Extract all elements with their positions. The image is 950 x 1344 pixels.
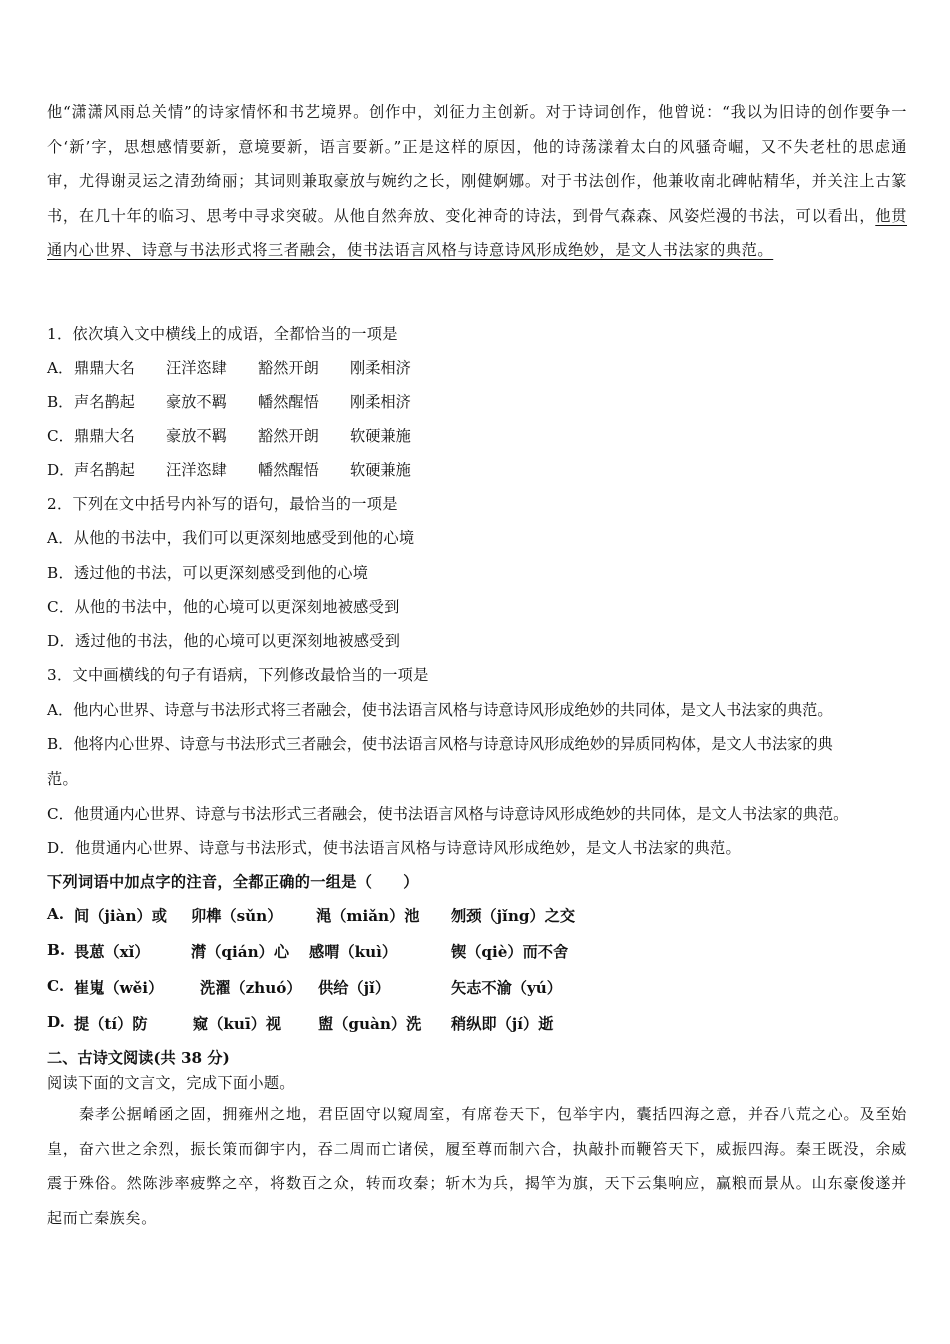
pinyin-item: 盥（guàn）洗: [318, 1015, 422, 1033]
option-word: 豁然开朗: [258, 427, 319, 445]
q3-option-c: C．他贯通内心世界、诗意与书法形式三者融会，使书法语言风格与诗意诗风形成绝妙的共同体，是文人书法家的典范。: [47, 805, 849, 823]
option-letter: B．: [47, 393, 74, 411]
option-word: 声名鹊起: [74, 393, 135, 411]
q2-option-b: B．透过他的书法，可以更深刻感受到他的心境: [47, 564, 369, 582]
q2-option-d: D．透过他的书法，他的心境可以更深刻地被感受到: [47, 632, 401, 650]
pinyin-item: 崔嵬（wěi）: [74, 979, 164, 997]
option-word: 刚柔相济: [350, 359, 411, 377]
option-letter: C.: [47, 977, 65, 995]
section-heading: 二、古诗文阅读(共 38 分): [47, 1049, 230, 1067]
pinyin-item: 刎颈（jǐng）之交: [451, 907, 576, 925]
option-letter: B.: [47, 941, 66, 959]
question-4-stem: 下列词语中加点字的注音，全都正确的一组是（ ）: [47, 873, 419, 891]
pinyin-item: 矢志不渝（yú）: [451, 979, 562, 997]
q2-option-a: A．从他的书法中，我们可以更深刻地感受到他的心境: [47, 529, 415, 547]
q3-option-b: B．他将内心世界、诗意与书法形式三者融会，使书法语言风格与诗意诗风形成绝妙的异质同构体，是文人书法家的典: [47, 735, 833, 753]
passage-paragraph: [47, 95, 907, 268]
pinyin-item: 畏葸（xǐ）: [74, 943, 150, 961]
option-letter: D.: [47, 1013, 65, 1031]
option-word: 幡然醒悟: [258, 461, 319, 479]
option-word: 豪放不羁: [166, 427, 227, 445]
question-1-stem: 1．依次填入文中横线上的成语，全都恰当的一项是: [47, 325, 398, 343]
option-word: 刚柔相济: [350, 393, 411, 411]
pinyin-item: 卯榫（sǔn）: [191, 907, 283, 925]
pinyin-item: 提（tí）防: [74, 1015, 148, 1033]
option-word: 汪洋恣肆: [166, 359, 227, 377]
option-word: 豁然开朗: [258, 359, 319, 377]
pinyin-item: 潸（qián）心: [191, 943, 290, 961]
option-word: 汪洋恣肆: [166, 461, 227, 479]
question-3-stem: 3．文中画横线的句子有语病，下列修改最恰当的一项是: [47, 666, 429, 684]
option-word: 软硬兼施: [350, 461, 411, 479]
q2-option-c: C．从他的书法中，他的心境可以更深刻地被感受到: [47, 598, 400, 616]
pinyin-item: 洗濯（zhuó）: [200, 979, 302, 997]
pinyin-item: 稍纵即（jí）逝: [451, 1015, 554, 1033]
option-word: 豪放不羁: [166, 393, 227, 411]
option-letter: C．: [47, 427, 74, 445]
option-letter: D．: [47, 461, 75, 479]
q3-option-a: A．他内心世界、诗意与书法形式将三者融会，使书法语言风格与诗意诗风形成绝妙的共同体，是文人书法家的典范。: [47, 701, 833, 719]
option-word: 声名鹊起: [74, 461, 135, 479]
option-word: 幡然醒悟: [258, 393, 319, 411]
q1-option-c: [47, 425, 442, 446]
option-word: 软硬兼施: [350, 427, 411, 445]
pinyin-item: 间（jiàn）或: [74, 907, 167, 925]
pinyin-item: 供给（jǐ）: [318, 979, 391, 997]
q1-option-a: [47, 357, 442, 378]
passage-text: 他“潇潇风雨总关情”的诗家情怀和书艺境界。创作中，刘征力主创新。对于诗词创作，他曾说：“我以为旧诗的创作要争一个‘新’字，思想感情要新，意境要新，语言要新。”正是这样的原因，他的诗荡漾着太白的风骚奇崛，又不失老杜的思虑通审，尤得谢灵运之清劲绮丽；其词则兼取豪放与婉约之长，刚健婀娜。对于书法创作，他兼收南北碑帖精华，并关注上古篆书，在几十年的临习、思考中寻求突破。从他自然奔放、变化神奇的诗法，到骨气森森、风姿烂漫的书法，可以看出，: [47, 103, 907, 225]
option-word: 鼎鼎大名: [74, 427, 135, 445]
section-instruction: 阅读下面的文言文，完成下面小题。: [47, 1074, 295, 1092]
option-letter: A．: [47, 359, 74, 377]
option-word: 鼎鼎大名: [74, 359, 135, 377]
classical-passage: 秦孝公据崤函之固，拥雍州之地，君臣固守以窥周室，有席卷天下，包举宇内，囊括四海之意，并吞八荒之心。及至始皇，奋六世之余烈，振长策而御宇内，吞二周而亡诸侯，履至尊而制六合，执敲扑而鞭笞天下，威振四海。秦王既没，余威震于殊俗。然陈涉率疲弊之卒，将数百之众，转而攻秦；斩木为兵，揭竿为旗，天下云集响应，赢粮而景从。山东豪俊遂并起而亡秦族矣。: [47, 1105, 907, 1227]
q1-option-b: [47, 391, 442, 412]
pinyin-item: 锲（qiè）而不舍: [451, 943, 569, 961]
question-2-stem: 2．下列在文中括号内补写的语句，最恰当的一项是: [47, 495, 398, 513]
q1-option-d: [47, 459, 442, 480]
pinyin-item: 窥（kuī）视: [193, 1015, 282, 1033]
underlined-sentence: 他贯通内心世界、诗意与书法形式将三者融会，使书法语言风格与诗意诗风形成绝妙，是文人书法家的典范。: [47, 206, 907, 259]
q3-option-d: D．他贯通内心世界、诗意与书法形式，使书法语言风格与诗意诗风形成绝妙，是文人书法家的典范。: [47, 839, 741, 857]
pinyin-item: 渑（miǎn）池: [316, 907, 420, 925]
option-letter: A.: [47, 905, 65, 923]
pinyin-item: 感喟（kuì）: [309, 943, 398, 961]
q3-option-b-cont: 范。: [47, 770, 78, 788]
